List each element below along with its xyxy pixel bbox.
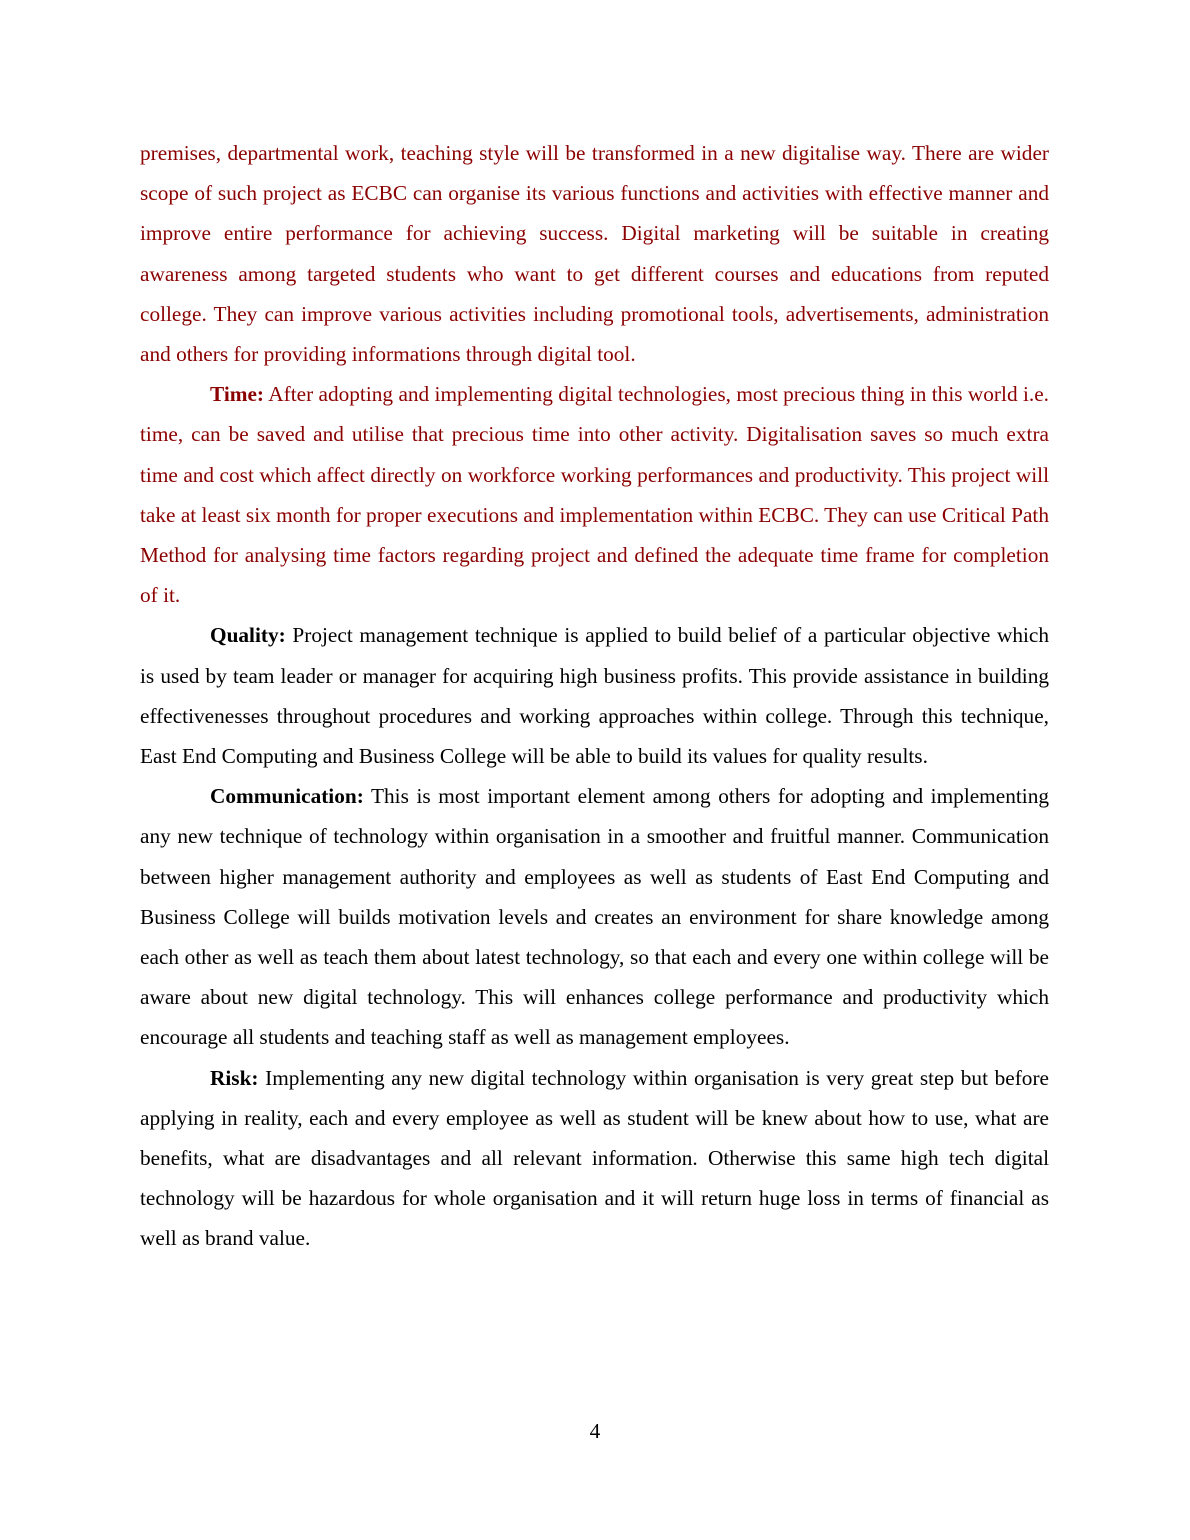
paragraph-text: Implementing any new digital technology within organisation is very great step but before applying in reality, each and every employee as well as student will be knew about how to use, what are benefits, what are disadvantages and all relevant information. Otherwise this same high tech digital technology will be hazardous for whole organisation and it will return huge loss in terms of financial as well as brand value. xyxy=(140,1065,1049,1251)
paragraph-digital-scope xyxy=(140,133,1049,374)
document-body xyxy=(140,133,1049,1259)
paragraph-text: This is most important element among others for adopting and implementing any new technique of technology within organisation in a smoother and fruitful manner. Communication between higher management authority and employees as well as students of East End Computing and Business College will builds motivation levels and creates an environment for share knowledge among each other as well as teach them about latest technology, so that each and every one within college will be aware about new digital technology. This will enhances college performance and productivity which encourage all students and teaching staff as well as management employees. xyxy=(140,784,1049,1050)
paragraph-heading-time: Time: xyxy=(210,382,265,407)
paragraph-heading-quality: Quality: xyxy=(210,623,286,648)
paragraph-heading-risk: Risk: xyxy=(210,1065,259,1090)
paragraph-time xyxy=(140,374,1049,615)
paragraph-heading-communication: Communication: xyxy=(210,784,364,809)
paragraph-text: premises, departmental work, teaching style will be transformed in a new digitalise way. There are wider scope of such project as ECBC can organise its various functions and activities with effective manner and improve entire performance for achieving success. Digital marketing will be suitable in creating awareness among targeted students who want to get different courses and educations from reputed college. They can improve various activities including promotional tools, advertisements, administration and others for providing informations through digital tool. xyxy=(140,141,1049,367)
page-number: 4 xyxy=(589,1419,601,1443)
paragraph-quality xyxy=(140,615,1049,776)
paragraph-communication xyxy=(140,776,1049,1057)
paragraph-risk xyxy=(140,1058,1049,1259)
paragraph-text: After adopting and implementing digital technologies, most precious thing in this world i.e. time, can be saved and utilise that precious time into other activity. Digitalisation saves so much extra time and cost which affect directly on workforce working performances and productivity. This project will take at least six month for proper executions and implementation within ECBC. They can use Critical Path Method for analysing time factors regarding project and defined the adequate time frame for completion of it. xyxy=(140,382,1049,608)
paragraph-text: Project management technique is applied to build belief of a particular objective which is used by team leader or manager for acquiring high business profits. This provide assistance in building effectivenesses throughout procedures and working approaches within college. Through this technique, East End Computing and Business College will be able to build its values for quality results. xyxy=(140,623,1049,769)
